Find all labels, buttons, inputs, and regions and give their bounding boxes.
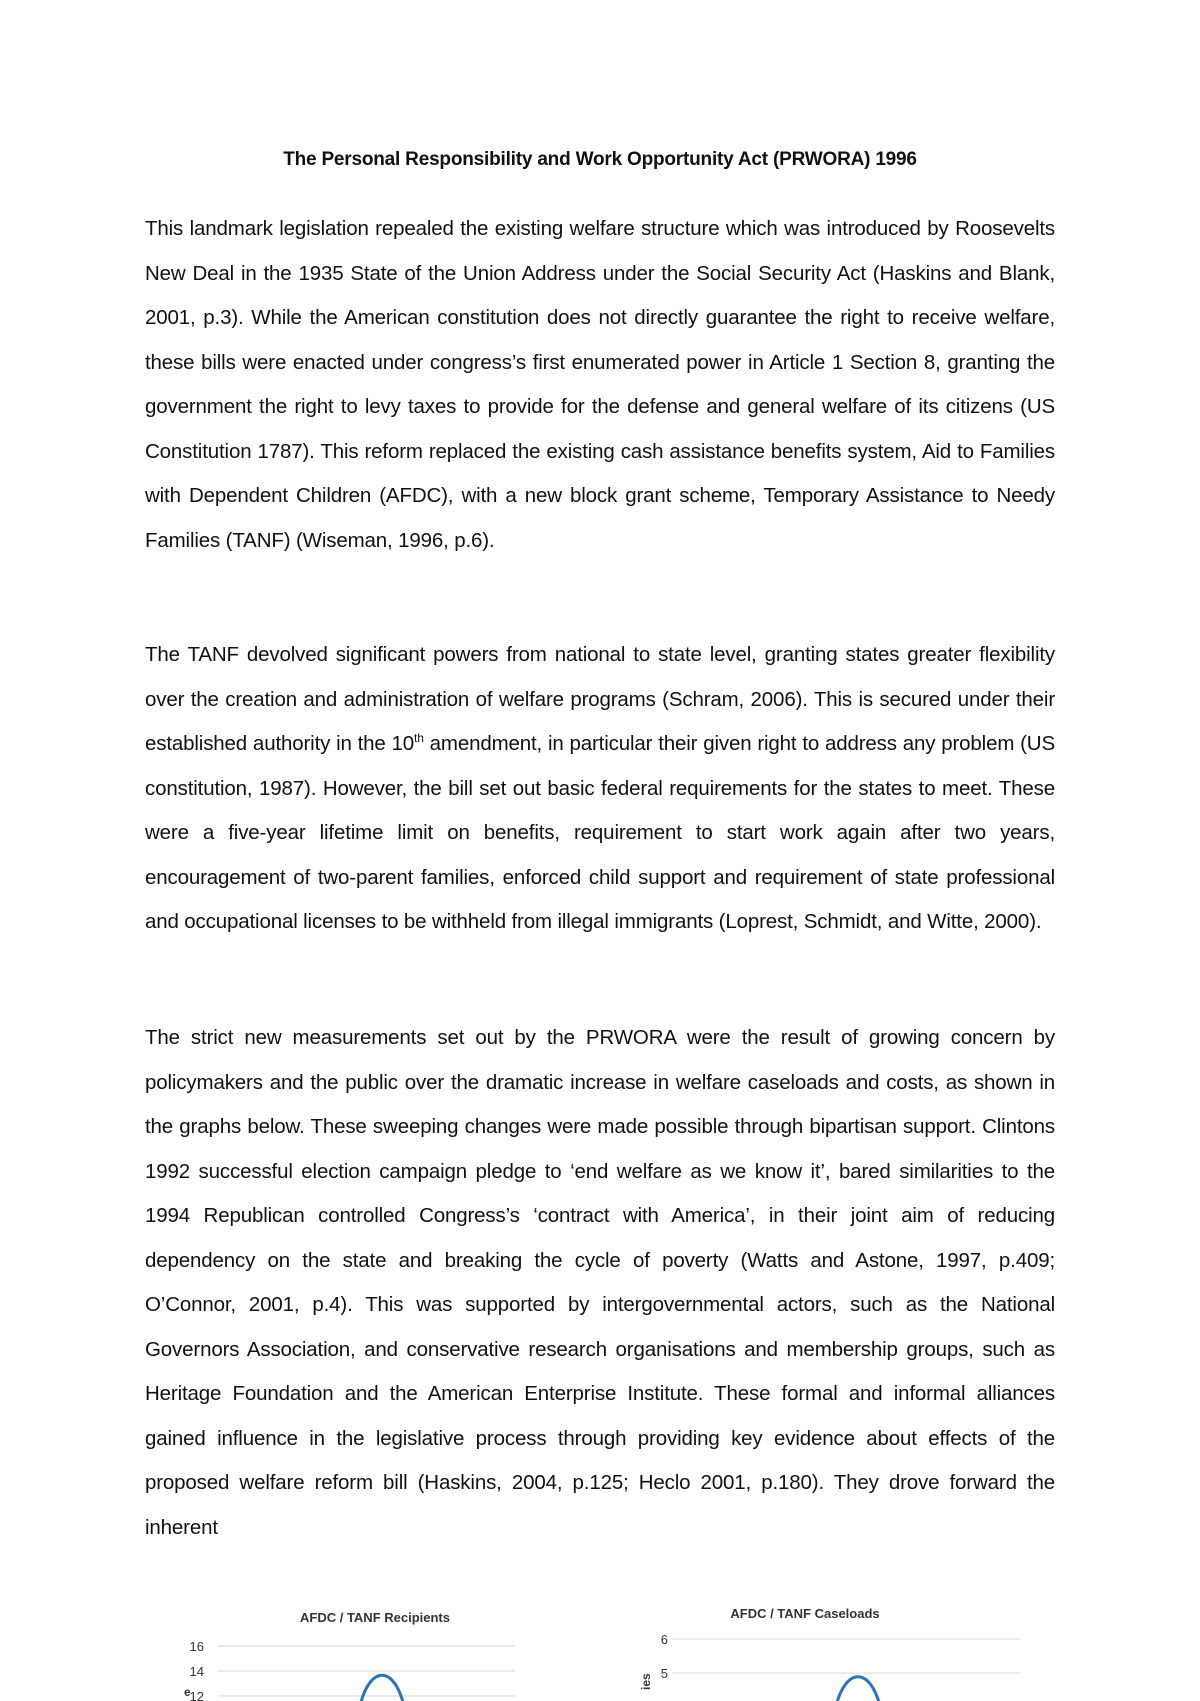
series-line bbox=[360, 1675, 404, 1701]
y-tick-label: 16 bbox=[189, 1639, 204, 1654]
paragraph-1-text: This landmark legislation repealed the existing welfare structure which was introduced by Roosevelts New Deal in the 1935 State of the Union Address under the Social Security Act (Haskins and Blank, 2001, p.3). While the American constitution does not directly guarantee the right to receive welfare, these bills were enacted under congress’s first enumerated power in Article 1 Section 8, granting the government the right to levy taxes to provide for the defense and general welfare of its citizens (US Constitution 1787). This reform replaced the existing cash assistance benefits system, Aid to Families with Dependent Children (AFDC), with a new block grant scheme, Temporary Assistance to Needy Families (TANF) (Wiseman, 1996, p.6). bbox=[145, 217, 1055, 552]
y-tick-label: 5 bbox=[660, 1666, 668, 1681]
document-title: The Personal Responsibility and Work Opportunity Act (PRWORA) 1996 bbox=[283, 149, 917, 170]
paragraph-1 bbox=[145, 207, 1055, 563]
caseloads-chart-svg bbox=[620, 1598, 1040, 1696]
paragraph-3 bbox=[145, 1016, 1055, 1550]
recipients-chart-svg bbox=[170, 1598, 570, 1701]
series-line bbox=[836, 1677, 880, 1701]
paragraph-2-text bbox=[145, 633, 1055, 945]
paragraph-2 bbox=[145, 633, 1055, 945]
paragraph-2-text-b: amendment, in particular their given right to address any problem (US constitution, 1987). However, the bill set out basic federal requirements for the states to meet. These were a five-year lifetime limit on benefits, requirement to start work again after two years, encouragement of two-parent families, enforced child support and requirement of state professional and occupational licenses to be withheld from illegal immigrants (Loprest, Schmidt, and Witte, 2000). bbox=[145, 732, 1055, 933]
caseloads-chart bbox=[620, 1598, 1040, 1696]
y-axis-label-fragment: ies bbox=[639, 1673, 653, 1690]
paragraph-3-text: The strict new measurements set out by the PRWORA were the result of growing concern by policymakers and the public over the dramatic increase in welfare caseloads and costs, as shown in the graphs below. These sweeping changes were made possible through bipartisan support. Clintons 1992 successful election campaign pledge to ‘end welfare as we know it’, bared similarities to the 1994 Republican controlled Congress’s ‘contract with America’, in their joint aim of reducing dependency on the state and breaking the cycle of poverty (Watts and Astone, 1997, p.409; O’Connor, 2001, p.4). This was supported by intergovernmental actors, such as the National Governors Association, and conservative research organisations and membership groups, such as Heritage Foundation and the American Enterprise Institute. These formal and informal alliances gained influence in the legislative process through providing key evidence about effects of the proposed welfare reform bill (Haskins, 2004, p.125; Heclo 2001, p.180). They drove forward the inherent bbox=[145, 1026, 1055, 1539]
y-axis-label-fragment: e bbox=[184, 1685, 191, 1699]
chart-title: AFDC / TANF Caseloads bbox=[730, 1606, 880, 1621]
paragraph-2-text-a: The TANF devolved significant powers from national to state level, granting states greater flexibility over the creation and administration of welfare programs (Schram, 2006). This is secured under their established authority in the 10 bbox=[145, 643, 1055, 755]
chart-title: AFDC / TANF Recipients bbox=[300, 1610, 450, 1625]
y-tick-label: 6 bbox=[660, 1632, 668, 1647]
y-tick-label: 12 bbox=[189, 1689, 204, 1701]
ordinal-superscript: th bbox=[414, 731, 424, 745]
y-tick-label: 14 bbox=[189, 1664, 204, 1679]
recipients-chart bbox=[170, 1598, 570, 1701]
